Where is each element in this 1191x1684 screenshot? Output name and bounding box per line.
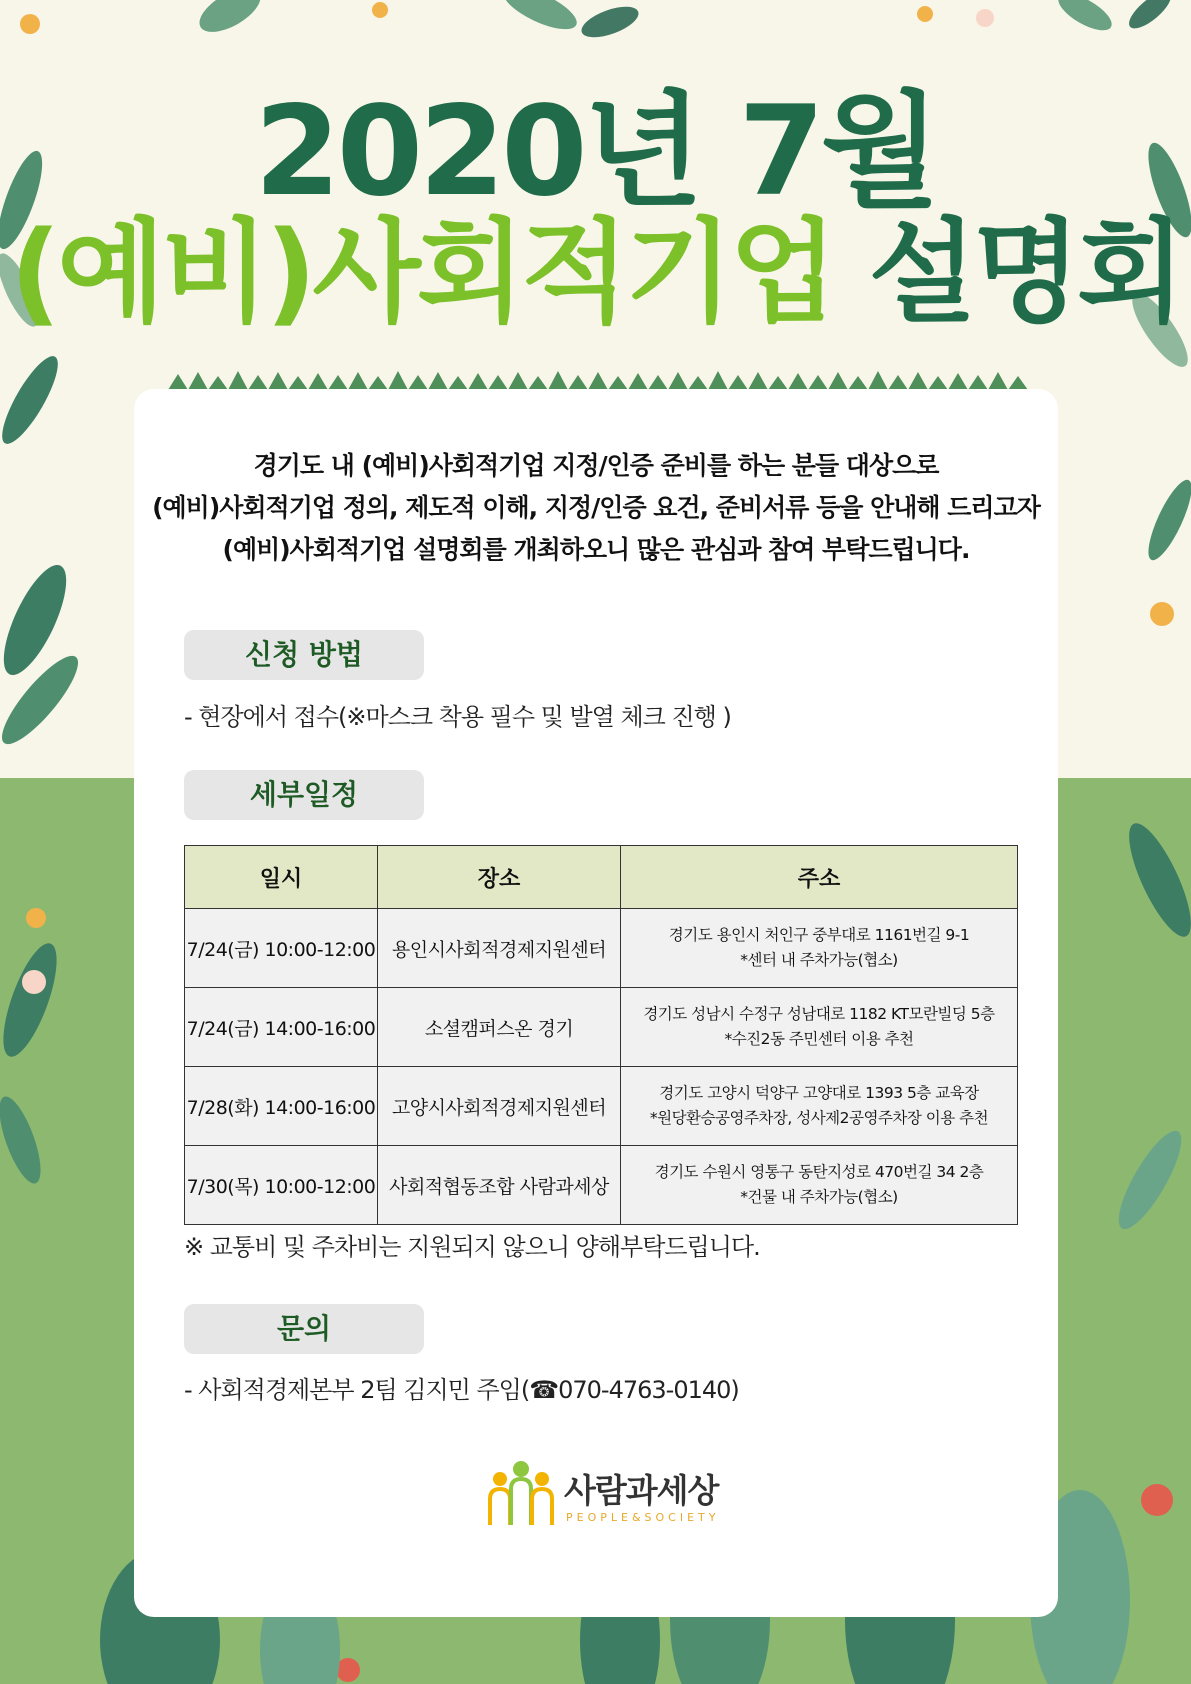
table-header-row xyxy=(185,846,1018,909)
intro-line-3: (예비)사회적기업 설명회를 개최하오니 많은 관심과 참여 부탁드립니다. xyxy=(222,535,970,564)
column-header-place: 장소 xyxy=(378,846,621,909)
row-date: 7/30(목) 10:00-12:00 xyxy=(185,1146,378,1225)
logo-subtitle: PEOPLE&SOCIETY xyxy=(566,1511,720,1524)
phone-icon: ☎ xyxy=(529,1376,559,1404)
title-event-name xyxy=(0,208,1191,338)
row-date: 7/24(금) 10:00-12:00 xyxy=(185,909,378,988)
intro-text xyxy=(134,445,1058,571)
row-address xyxy=(621,1067,1018,1146)
title-event-part2: 설명회 xyxy=(868,208,1182,338)
intro-line-1: 경기도 내 (예비)사회적기업 지정/인증 준비를 하는 분들 대상으로 xyxy=(253,451,939,480)
title-event-part1: (예비)사회적기업 xyxy=(9,208,834,338)
people-logo-icon xyxy=(482,1459,560,1529)
cost-note: ※ 교통비 및 주차비는 지원되지 않으니 양해부탁드립니다. xyxy=(184,1233,760,1261)
table-row xyxy=(185,1146,1018,1225)
intro-line-2: (예비)사회적기업 정의, 제도적 이해, 지정/인증 요건, 준비서류 등을 안내해 드리고자 xyxy=(152,493,1040,522)
title-year-month: 2020년 7월 xyxy=(254,80,937,224)
grass-border xyxy=(168,366,1028,390)
table-row xyxy=(185,1067,1018,1146)
row-address xyxy=(621,1146,1018,1225)
row-place: 소셜캠퍼스온 경기 xyxy=(378,988,621,1067)
contact-phone: 070-4763-0140 xyxy=(558,1376,731,1404)
content-card xyxy=(134,389,1058,1617)
contact-name: - 사회적경제본부 2팀 김지민 주임( xyxy=(184,1376,530,1404)
contact-suffix: ) xyxy=(730,1376,739,1404)
apply-text: - 현장에서 접수(※마스크 착용 필수 및 발열 체크 진행 ) xyxy=(184,703,731,731)
parking-note: *건물 내 주차가능(협소) xyxy=(740,1188,898,1206)
address-line: 경기도 수원시 영통구 동탄지성로 470번길 34 2층 xyxy=(654,1163,984,1181)
contact-heading: 문의 xyxy=(184,1304,424,1354)
logo-name: 사람과세상 xyxy=(564,1471,719,1510)
contact-text xyxy=(184,1370,739,1405)
top-leaves xyxy=(193,0,1177,44)
column-header-address: 주소 xyxy=(621,846,1018,909)
apply-heading: 신청 방법 xyxy=(184,630,424,680)
row-place: 사회적협동조합 사람과세상 xyxy=(378,1146,621,1225)
table-row xyxy=(185,909,1018,988)
parking-note: *수진2동 주민센터 이용 추천 xyxy=(724,1030,914,1048)
schedule-table xyxy=(184,845,1018,1225)
table-row xyxy=(185,988,1018,1067)
parking-note: *원당환승공영주차장, 성사제2공영주차장 이용 추천 xyxy=(649,1109,989,1127)
address-line: 경기도 용인시 처인구 중부대로 1161번길 9-1 xyxy=(668,926,970,944)
row-date: 7/24(금) 14:00-16:00 xyxy=(185,988,378,1067)
schedule-heading: 세부일정 xyxy=(184,770,424,820)
address-line: 경기도 고양시 덕양구 고양대로 1393 5층 교육장 xyxy=(659,1084,979,1102)
row-address xyxy=(621,988,1018,1067)
row-date: 7/28(화) 14:00-16:00 xyxy=(185,1067,378,1146)
row-address xyxy=(621,909,1018,988)
address-line: 경기도 성남시 수정구 성남대로 1182 KT모란빌딩 5층 xyxy=(643,1005,995,1023)
organization-logo xyxy=(482,1459,722,1539)
column-header-date: 일시 xyxy=(185,846,378,909)
row-place: 용인시사회적경제지원센터 xyxy=(378,909,621,988)
row-place: 고양시사회적경제지원센터 xyxy=(378,1067,621,1146)
parking-note: *센터 내 주차가능(협소) xyxy=(740,951,898,969)
